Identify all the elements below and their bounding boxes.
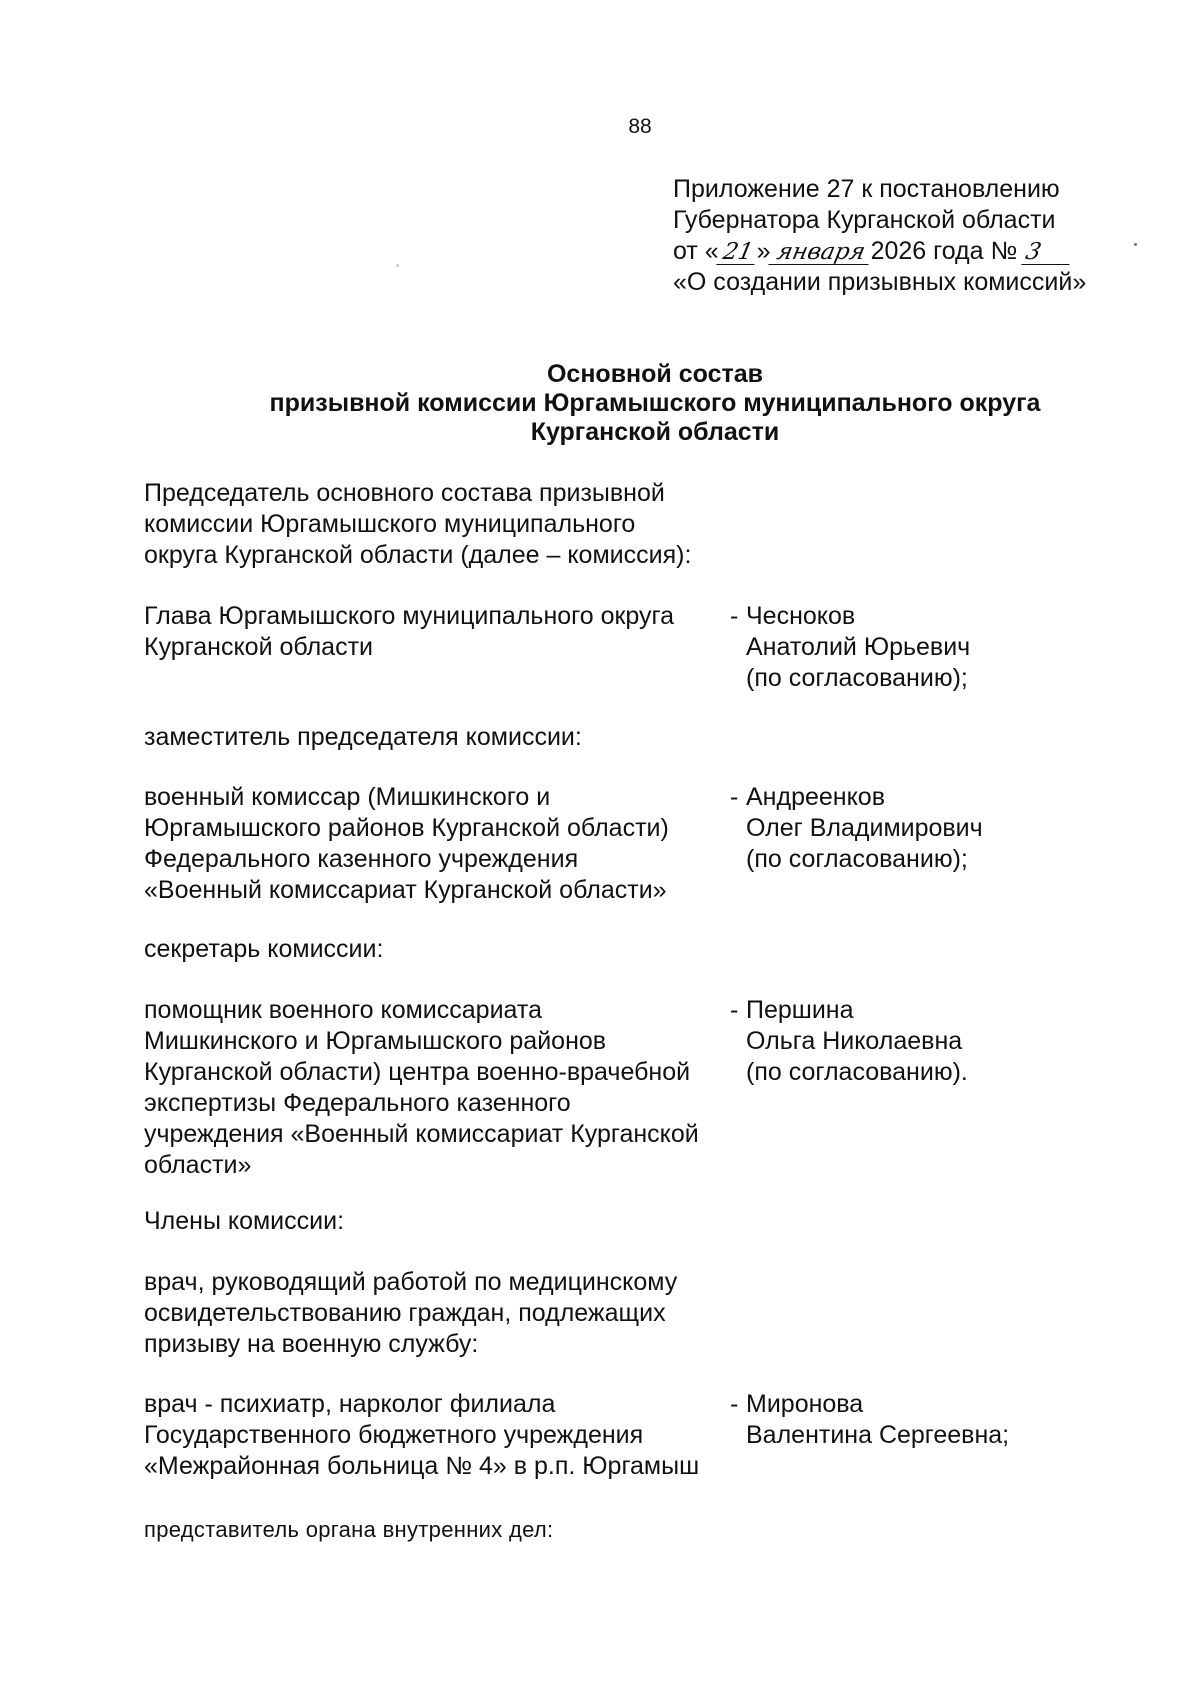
agreement-note: (по согласованию).	[746, 1058, 968, 1086]
dash: -	[730, 602, 739, 630]
doctor-heading-line: освидетельствованию граждан, подлежащих	[144, 1299, 666, 1327]
doctor-position	[144, 1389, 724, 1482]
chairman-heading-line: округа Курганской области (далее – комиссия):	[144, 541, 692, 569]
handwritten-doc-number: 3	[1022, 240, 1075, 265]
position-line: Курганской области) центра военно-врачебной	[144, 1058, 691, 1086]
dash: -	[730, 1390, 739, 1418]
appendix-line-2: Губернатора Курганской области	[673, 206, 1056, 234]
position-line: помощник военного комиссариата	[144, 996, 542, 1024]
position-line: Курганской области	[144, 633, 374, 661]
agreement-note: (по согласованию);	[746, 845, 968, 873]
position-line: военный комиссар (Мишкинского и	[144, 783, 551, 811]
secretary-position	[144, 995, 724, 1181]
deputy-position	[144, 782, 724, 906]
given-names: Ольга Николаевна	[746, 1027, 963, 1055]
date-year: 2026 года №	[870, 237, 1018, 265]
chairman-name	[730, 601, 1170, 694]
chairman-heading	[144, 478, 844, 571]
secretary-heading: секретарь комиссии:	[144, 935, 384, 963]
title-line-1: Основной состав	[546, 360, 764, 388]
deputy-name	[730, 782, 1170, 875]
handwritten-month: января	[768, 240, 873, 265]
given-names: Анатолий Юрьевич	[746, 633, 971, 661]
appendix-line-4: «О создании призывных комиссий»	[673, 268, 1087, 296]
handwritten-day: 21	[716, 240, 759, 265]
position-line: области»	[144, 1151, 252, 1179]
name-line	[730, 782, 1170, 813]
scan-speck	[1134, 243, 1137, 246]
position-line: Государственного бюджетного учреждения	[144, 1421, 644, 1449]
position-line: Федерального казенного учреждения	[144, 845, 579, 873]
document-title	[0, 360, 1200, 447]
position-line: Юргамышского районов Курганской области)	[144, 814, 669, 842]
doctor-heading-line: врач, руководящий работой по медицинскому	[144, 1268, 678, 1296]
title-line-3: Курганской области	[530, 418, 780, 446]
date-prefix: от «	[673, 237, 719, 265]
position-line: врач - психиатр, нарколог филиала	[144, 1390, 556, 1418]
surname: Андреенков	[746, 783, 885, 811]
position-line: «Межрайонная больница № 4» в р.п. Юргамыш	[144, 1452, 700, 1480]
chairman-position	[144, 601, 724, 663]
appendix-line-1: Приложение 27 к постановлению	[673, 175, 1060, 203]
surname: Миронова	[746, 1390, 864, 1418]
given-names: Валентина Сергеевна;	[746, 1421, 1010, 1449]
name-line	[730, 995, 1170, 1026]
chairman-heading-line: комиссии Юргамышского муниципального	[144, 510, 636, 538]
position-line: экспертизы Федерального казенного	[144, 1089, 571, 1117]
dash: -	[730, 996, 739, 1024]
position-line: учреждения «Военный комиссариат Курганской	[144, 1120, 699, 1148]
name-line	[730, 601, 1170, 632]
position-line: Мишкинского и Юргамышского районов	[144, 1027, 607, 1055]
surname: Чесноков	[746, 602, 856, 630]
title-line-2: призывной комиссии Юргамышского муниципального округа	[269, 389, 1041, 417]
deputy-heading: заместитель председателя комиссии:	[144, 723, 582, 751]
doctor-heading	[144, 1267, 844, 1360]
page-number: 88	[628, 115, 652, 138]
appendix-date-line	[673, 236, 1183, 267]
chairman-heading-line: Председатель основного состава призывной	[144, 479, 665, 507]
doctor-heading-line: призыву на военную службу:	[144, 1330, 479, 1358]
name-line	[730, 1389, 1170, 1420]
police-heading: представитель органа внутренних дел:	[144, 1517, 554, 1542]
date-mid: »	[756, 237, 771, 265]
secretary-name	[730, 995, 1170, 1088]
position-line: Глава Юргамышского муниципального округа	[144, 602, 675, 630]
agreement-note: (по согласованию);	[746, 664, 968, 692]
appendix-block	[673, 174, 1183, 298]
doctor-name	[730, 1389, 1170, 1451]
position-line: «Военный комиссариат Курганской области»	[144, 876, 667, 904]
members-heading: Члены комиссии:	[144, 1207, 345, 1235]
surname: Першина	[746, 996, 854, 1024]
scan-speck	[396, 264, 399, 267]
dash: -	[730, 783, 739, 811]
given-names: Олег Владимирович	[746, 814, 983, 842]
